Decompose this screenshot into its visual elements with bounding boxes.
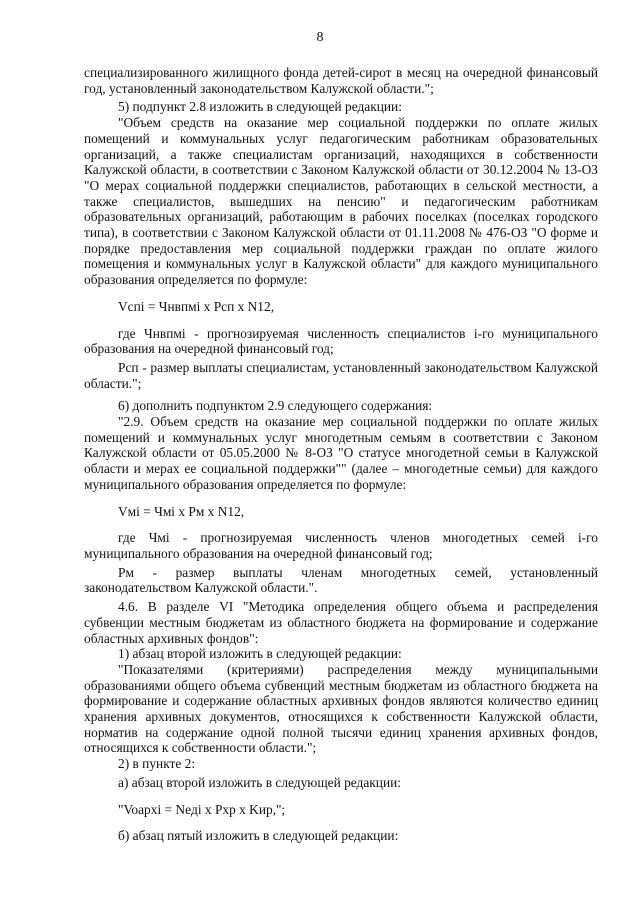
- document-body: [84, 65, 598, 844]
- paragraph: где Чнвпмi - прогнозируемая численность специалистов i-го муниципального образования на очередной финансовый год;: [84, 325, 598, 357]
- paragraph: 1) абзац второй изложить в следующей редакции:: [118, 646, 402, 662]
- formula: Vcпi = Чнвпмi х Рсп х N12,: [118, 298, 275, 314]
- paragraph: 6) дополнить подпунктом 2.9 следующего содержания:: [118, 398, 433, 414]
- formula: Vмi = Чмi х Рм х N12,: [118, 503, 245, 519]
- paragraph: 2) в пункте 2:: [118, 756, 196, 772]
- paragraph: "2.9. Объем средств на оказание мер социальной поддержки по оплате жилых помещений и коммунальных услуг многодетным семьям в соответствии с Законом Калужской области от 05.05.2000 № 8-ОЗ "О статусе многодетной семьи в Калужской области и мерах ее социальной поддержки"" (далее – многодетные семьи) для каждого муниципального образования определяется по формуле:: [84, 414, 598, 492]
- paragraph: "Объем средств на оказание мер социальной поддержки по оплате жилых помещений и коммунальных услуг педагогическим работникам образовательных организаций, а также специалистам организаций, находящихся в собственности Калужской области, в соответствии с Законом Калужской области от 30.12.2004 № 13-ОЗ "О мерах социальной поддержки специалистов, работающих в сельской местности, а также специалистов, вышедших на пенсию" и педагогическим работникам образовательных организаций, работающим в рабочих поселках (поселках городского типа), в соответствии с Законом Калужской области от 01.11.2008 № 476-ОЗ "О форме и порядке предоставления мер социальной поддержки граждан по оплате жилого помещения и коммунальных услуг в Калужской области" для каждого муниципального образования определяется по формуле:: [84, 115, 598, 288]
- paragraph: Рсп - размер выплаты специалистам, установленный законодательством Калужской области.";: [84, 359, 598, 391]
- paragraph: где Чмi - прогнозируемая численность членов многодетных семей i-го муниципального образования на очередной финансовый год;: [84, 530, 598, 561]
- paragraph: а) абзац второй изложить в следующей редакции:: [118, 774, 402, 790]
- paragraph: специализированного жилищного фонда детей-сирот в месяц на очередной финансовый год, установленный законодательством Калужской области.";: [84, 65, 598, 96]
- paragraph: Рм - размер выплаты членам многодетных семей, установленный законодательством Калужской области.".: [84, 564, 598, 596]
- paragraph: 5) подпункт 2.8 изложить в следующей редакции:: [118, 99, 402, 115]
- page-number: 8: [316, 30, 324, 45]
- paragraph: б) абзац пятый изложить в следующей редакции:: [118, 828, 399, 844]
- paragraph: 4.6. В разделе VI "Методика определения общего объема и распределения субвенции местным бюджетам из областного бюджета на формирование и содержание областных архивных фондов":: [84, 599, 598, 646]
- paragraph: "Показателями (критериями) распределения между муниципальными образованиями общего объема субвенций местным бюджетам из областного бюджета на формирование и содержание областных архивных фондов являются количество единиц хранения архивных документов, относящихся к собственности Калужской области, норматив на содержание одной полной тысячи единиц хранения архивных фондов, относящихся к собственности области.";: [84, 661, 598, 756]
- formula: "Voapxi = Neдi х Pxp х Kиp,";: [118, 801, 286, 817]
